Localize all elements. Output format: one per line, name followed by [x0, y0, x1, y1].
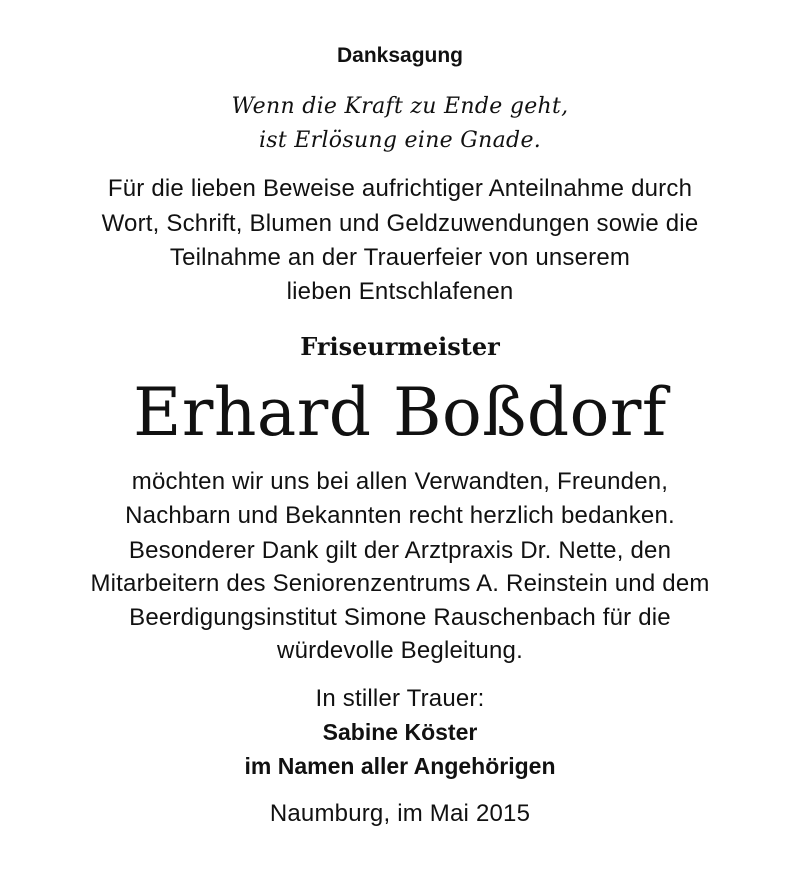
deceased-title: Friseurmeister [300, 332, 500, 361]
verse-line-2: ist Erlösung eine Gnade. [258, 128, 542, 153]
verse-line-1: Wenn die Kraft zu Ende geht, [231, 94, 569, 119]
notice-heading: Danksagung [336, 44, 464, 67]
thanks-line-3: Besonderer Dank gilt der Arztpraxis Dr. Nette, den [128, 537, 672, 564]
place-date: Naumburg, im Mai 2015 [269, 800, 531, 827]
thanks-line-5: Beerdigungsinstitut Simone Rauschenbach für die [129, 604, 671, 631]
intro-line-4: lieben Entschlafenen [286, 278, 514, 305]
deceased-name: Erhard Boßdorf [133, 374, 667, 451]
thanks-line-1: möchten wir uns bei allen Verwandten, Freunden, [131, 468, 669, 495]
intro-line-2: Wort, Schrift, Blumen und Geldzuwendungen sowie die [101, 210, 699, 237]
thanks-line-4: Mitarbeitern des Seniorenzentrums A. Reinstein und dem [90, 570, 710, 597]
mourning-label: In stiller Trauer: [315, 685, 485, 712]
thanks-line-2: Nachbarn und Bekannten recht herzlich bedanken. [125, 502, 675, 529]
thanks-line-6: würdevolle Begleitung. [277, 637, 523, 664]
intro-line-3: Teilnahme an der Trauerfeier von unserem [169, 244, 631, 271]
signer-note: im Namen aller Angehörigen [244, 753, 556, 779]
signer-name: Sabine Köster [322, 719, 478, 745]
intro-line-1: Für die lieben Beweise aufrichtiger Anteilnahme durch [107, 175, 693, 202]
